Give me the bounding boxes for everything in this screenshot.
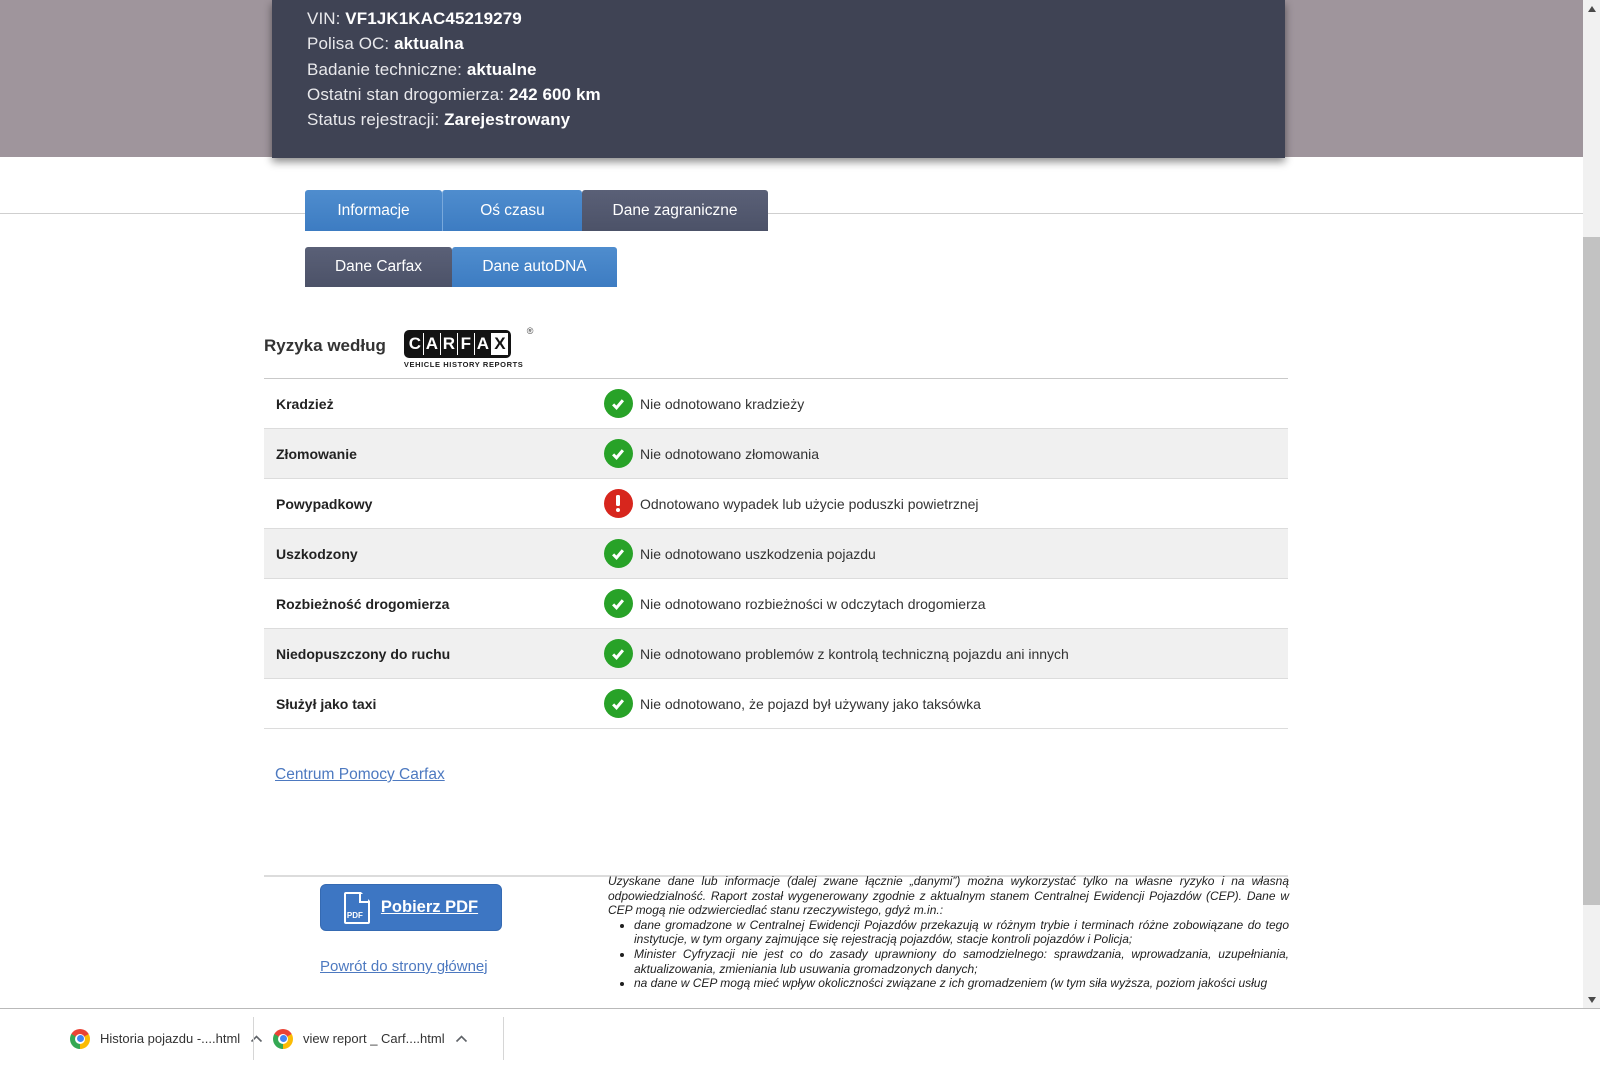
back-to-home-link[interactable]: Powrót do strony głównej [320, 958, 488, 975]
legal-bullet: • na dane w CEP mogą mieć wpływ okoliczności związane z ich gromadzeniem (w tym siła wyższa, poziom jakości usług [634, 976, 1289, 991]
primary-tabs [305, 190, 768, 231]
risks-heading: Ryzyka według [264, 336, 386, 355]
download-filename: Historia pojazdu -....html [100, 1031, 241, 1046]
odometer-line: Ostatni stan drogomierza: 242 600 km [307, 84, 601, 104]
carfax-help-center-link[interactable]: Centrum Pomocy Carfax [275, 766, 445, 783]
table-row: Służył jako taxi Nie odnotowano, że pojazd był używany jako taksówka [264, 679, 1288, 729]
inspection-value: aktualne [466, 59, 537, 79]
check-icon [604, 639, 633, 668]
vertical-scrollbar[interactable] [1583, 0, 1600, 1008]
table-row: Kradzież Nie odnotowano kradzieży [264, 379, 1288, 429]
inspection-line: Badanie techniczne: aktualne [307, 59, 537, 79]
tab-dane-carfax[interactable]: Dane Carfax [305, 247, 452, 287]
table-row: Złomowanie Nie odnotowano złomowania [264, 429, 1288, 479]
registration-status-line: Status rejestracji: Zarejestrowany [307, 110, 571, 130]
carfax-logo-letters: C A R F A X [404, 330, 511, 358]
check-icon [604, 689, 633, 718]
insurance-value: aktualna [394, 34, 464, 54]
tab-os-czasu[interactable]: Oś czasu [442, 190, 582, 231]
tab-underline [0, 213, 1583, 214]
legal-disclaimer [608, 874, 1289, 991]
check-icon [604, 539, 633, 568]
registered-trademark-symbol: ® [526, 326, 534, 336]
insurance-line: Polisa OC: aktualna [307, 34, 464, 54]
legal-bullet: • Minister Cyfryzacji nie jest co do zasady uprawniony do samodzielnego: sprawdzania, wprowadzania, uzupełniania, aktualizowania, zmieniania lub usuwania gromadzonych danych; [634, 947, 1289, 976]
scroll-up-icon[interactable] [1583, 0, 1600, 17]
check-icon [604, 389, 633, 418]
legal-bullet: • dane gromadzone w Centralnej Ewidencji Pojazdów przekazują w różnym trybie i terminach różne zobowiązane do tego instytucje, w tym organy zajmujące się rejestracją pojazdów, stacje kontroli pojazdów i Policja; [634, 918, 1289, 947]
table-row: Niedopuszczony do ruchu Nie odnotowano problemów z kontrolą techniczną pojazdu ani innych [264, 629, 1288, 679]
vin-line: VIN: VF1JK1KAC45219279 [307, 9, 522, 28]
chevron-up-icon[interactable] [455, 1035, 468, 1043]
carfax-logo [403, 326, 534, 369]
scroll-down-icon[interactable] [1583, 991, 1600, 1008]
table-row: Powypadkowy Odnotowano wypadek lub użycie poduszki powietrznej [264, 479, 1288, 529]
downloads-bar [0, 1008, 1600, 1067]
tab-dane-zagraniczne[interactable]: Dane zagraniczne [582, 190, 768, 231]
download-filename: view report _ Carf....html [303, 1031, 445, 1046]
vehicle-summary-panel [272, 0, 1285, 158]
table-row: Uszkodzony Nie odnotowano uszkodzenia pojazdu [264, 529, 1288, 579]
download-item[interactable] [0, 1009, 253, 1067]
registration-status-value: Zarejestrowany [444, 110, 571, 130]
alert-icon [604, 489, 633, 518]
risk-table [264, 378, 1288, 729]
download-item[interactable] [253, 1009, 503, 1067]
risks-header [264, 326, 534, 369]
check-icon [604, 439, 633, 468]
scrollbar-thumb[interactable] [1583, 237, 1600, 905]
downloads-separator [503, 1017, 504, 1060]
chrome-icon [70, 1029, 90, 1049]
legal-bullet-list [634, 918, 1289, 991]
pdf-file-icon: PDF [344, 892, 370, 924]
legal-intro: Uzyskane dane lub informacje (dalej zwane łącznie „danymi”) można wykorzystać tylko na własne ryzyko i na własną odpowiedzialność. Raport został wygenerowany zgodnie z aktualnym stanem Centralnej Ewidencji Pojazdów (CEP). Dane w CEP mogą nie odzwierciedlać stanu rzeczywistego, gdyż m.in.: [608, 874, 1289, 918]
tab-informacje[interactable]: Informacje [305, 190, 442, 231]
check-icon [604, 589, 633, 618]
download-pdf-label: Pobierz PDF [380, 898, 479, 916]
carfax-logo-subtitle: VEHICLE HISTORY REPORTS [403, 360, 524, 369]
table-row: Rozbieżność drogomierza Nie odnotowano rozbieżności w odczytach drogomierza [264, 579, 1288, 629]
secondary-tabs [305, 247, 617, 287]
tab-dane-autodna[interactable]: Dane autoDNA [452, 247, 617, 287]
chrome-icon [273, 1029, 293, 1049]
download-pdf-button[interactable] [320, 884, 502, 931]
vin-value: VF1JK1KAC45219279 [345, 9, 522, 28]
odometer-value: 242 600 km [508, 84, 601, 104]
